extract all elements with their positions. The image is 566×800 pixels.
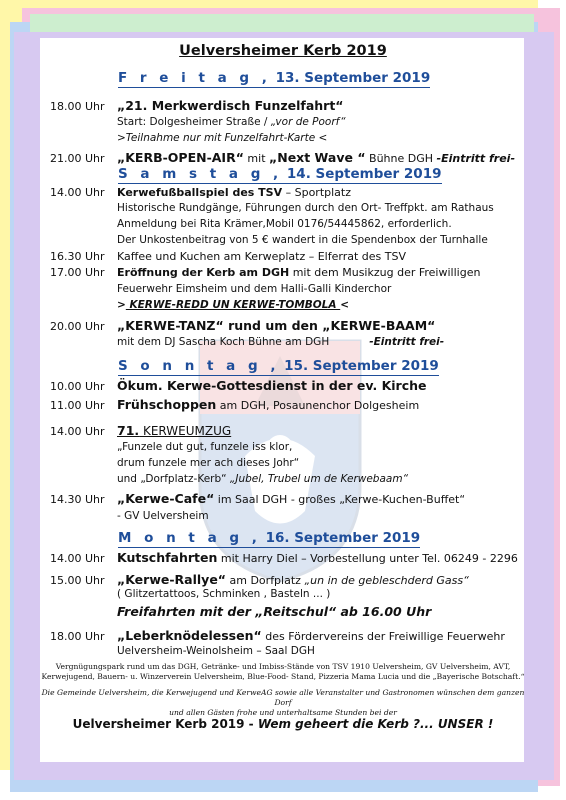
event-sat-tombola: > KERWE-REDD UN KERWE-TOMBOLA < bbox=[117, 299, 350, 311]
event-sun-gv: - GV Uelversheim bbox=[117, 510, 209, 522]
event-fri-open-air: 21.00 Uhr „KERB-OPEN-AIR“ mit „Next Wave “ Bühne DGH -Eintritt frei- bbox=[50, 150, 516, 165]
event-sun-motto-3: und „Dorfplatz-Kerb“ „Jubel, Trubel um de Kerwebaam“ bbox=[117, 473, 409, 485]
event-fri-start-line: Start: Dolgesheimer Straße / „vor de Poorf“ bbox=[117, 116, 346, 128]
day-heading-friday: F r e i t a g , 13. September 2019 bbox=[118, 70, 431, 86]
poster-title: Uelversheimer Kerb 2019 bbox=[179, 43, 387, 59]
event-sun-parade: 14.00 Uhr 71. KERWEUMZUG bbox=[50, 423, 232, 438]
footer-slogan: Uelversheimer Kerb 2019 - Wem geheert die Kerb ?... UNSER ! bbox=[72, 717, 494, 731]
event-sun-motto-1: „Funzele dut gut, funzele iss klor, bbox=[117, 441, 293, 453]
event-sun-brunch: 11.00 Uhr Frühschoppen am DGH, Posaunenchor Dolgesheim bbox=[50, 397, 420, 412]
event-sun-service: 10.00 Uhr Ökum. Kerwe-Gottesdienst in der ev. Kirche bbox=[50, 378, 427, 393]
footer-vendors: Vergnügungspark rund um das DGH, Getränke- und Imbiss-Stände von TSV 1910 Uelversheim, GV Uelversheim, AVT, Kerwejugend, Bauern- u. Winzerverein Uelversheim, Blue-Food- Stand, Pizzeria Mama Lucia und die „Bayerische Botschaft.“ bbox=[41, 662, 525, 681]
day-heading-saturday: S a m s t a g , 14. September 2019 bbox=[118, 166, 442, 182]
event-sat-opening: 17.00 Uhr Eröffnung der Kerb am DGH mit dem Musikzug der Freiwilligen bbox=[50, 266, 481, 279]
event-mon-dumplings: 18.00 Uhr „Leberknödelessen“ des Fördervereins der Freiwillige Feuerwehr bbox=[50, 628, 505, 643]
event-sat-choir: Feuerwehr Eimsheim und dem Halli-Galli Kinderchor bbox=[117, 283, 392, 295]
event-mon-fire-brigade: Uelversheim-Weinolsheim – Saal DGH bbox=[117, 645, 315, 657]
event-sat-tours: Historische Rundgänge, Führungen durch den Ort- Treffpkt. am Rathaus bbox=[117, 202, 494, 214]
day-heading-monday: M o n t a g , 16. September 2019 bbox=[118, 530, 421, 546]
event-fri-ticket-note: >Teilnahme nur mit Funzelfahrt-Karte < bbox=[117, 132, 328, 144]
footer-greeting: Die Gemeinde Uelversheim, die Kerwejugend und KerweAG sowie alle Veranstalter und Gastronomen wünschen dem ganzen Dorf und allen Gästen frohe und unterhaltsame Stunden bei der bbox=[41, 688, 525, 717]
event-sat-football: 14.00 Uhr Kerwefußballspiel des TSV – Sportplatz bbox=[50, 186, 351, 199]
event-sun-cafe: 14.30 Uhr „Kerwe-Cafe“ im Saal DGH - großes „Kerwe-Kuchen-Buffet“ bbox=[50, 491, 466, 506]
event-mon-activities: ( Glitzertattoos, Schminken , Basteln ... ) bbox=[117, 588, 331, 600]
event-sat-dj: mit dem DJ Sascha Koch Bühne am DGH -Eintritt frei- bbox=[117, 336, 445, 348]
event-sat-dance: 20.00 Uhr „KERWE-TANZ“ rund um den „KERWE-BAAM“ bbox=[50, 318, 436, 333]
event-mon-rally: 15.00 Uhr „Kerwe-Rallye“ am Dorfplatz „un in de gebleschderd Gass“ bbox=[50, 572, 469, 587]
event-mon-free-rides: Freifahrten mit der „Reitschul“ ab 16.00 Uhr bbox=[117, 604, 432, 619]
event-sat-coffee: 16.30 Uhr Kaffee und Kuchen am Kerweplatz – Elferrat des TSV bbox=[50, 250, 406, 263]
event-sat-fee: Der Unkostenbeitrag von 5 € wandert in die Spendenbox der Turnhalle bbox=[117, 234, 488, 246]
day-heading-sunday: S o n n t a g , 15. September 2019 bbox=[118, 358, 439, 374]
event-sun-motto-2: drum funzele mer ach dieses Johr“ bbox=[117, 457, 300, 469]
event-mon-carriage: 14.00 Uhr Kutschfahrten mit Harry Diel – Vorbestellung unter Tel. 06249 - 2296 bbox=[50, 550, 518, 565]
event-sat-registration: Anmeldung bei Rita Krämer,Mobil 0176/54445862, erforderlich. bbox=[117, 218, 452, 230]
event-fri-funzelfahrt: 18.00 Uhr „21. Merkwerdisch Funzelfahrt“ bbox=[50, 98, 344, 113]
